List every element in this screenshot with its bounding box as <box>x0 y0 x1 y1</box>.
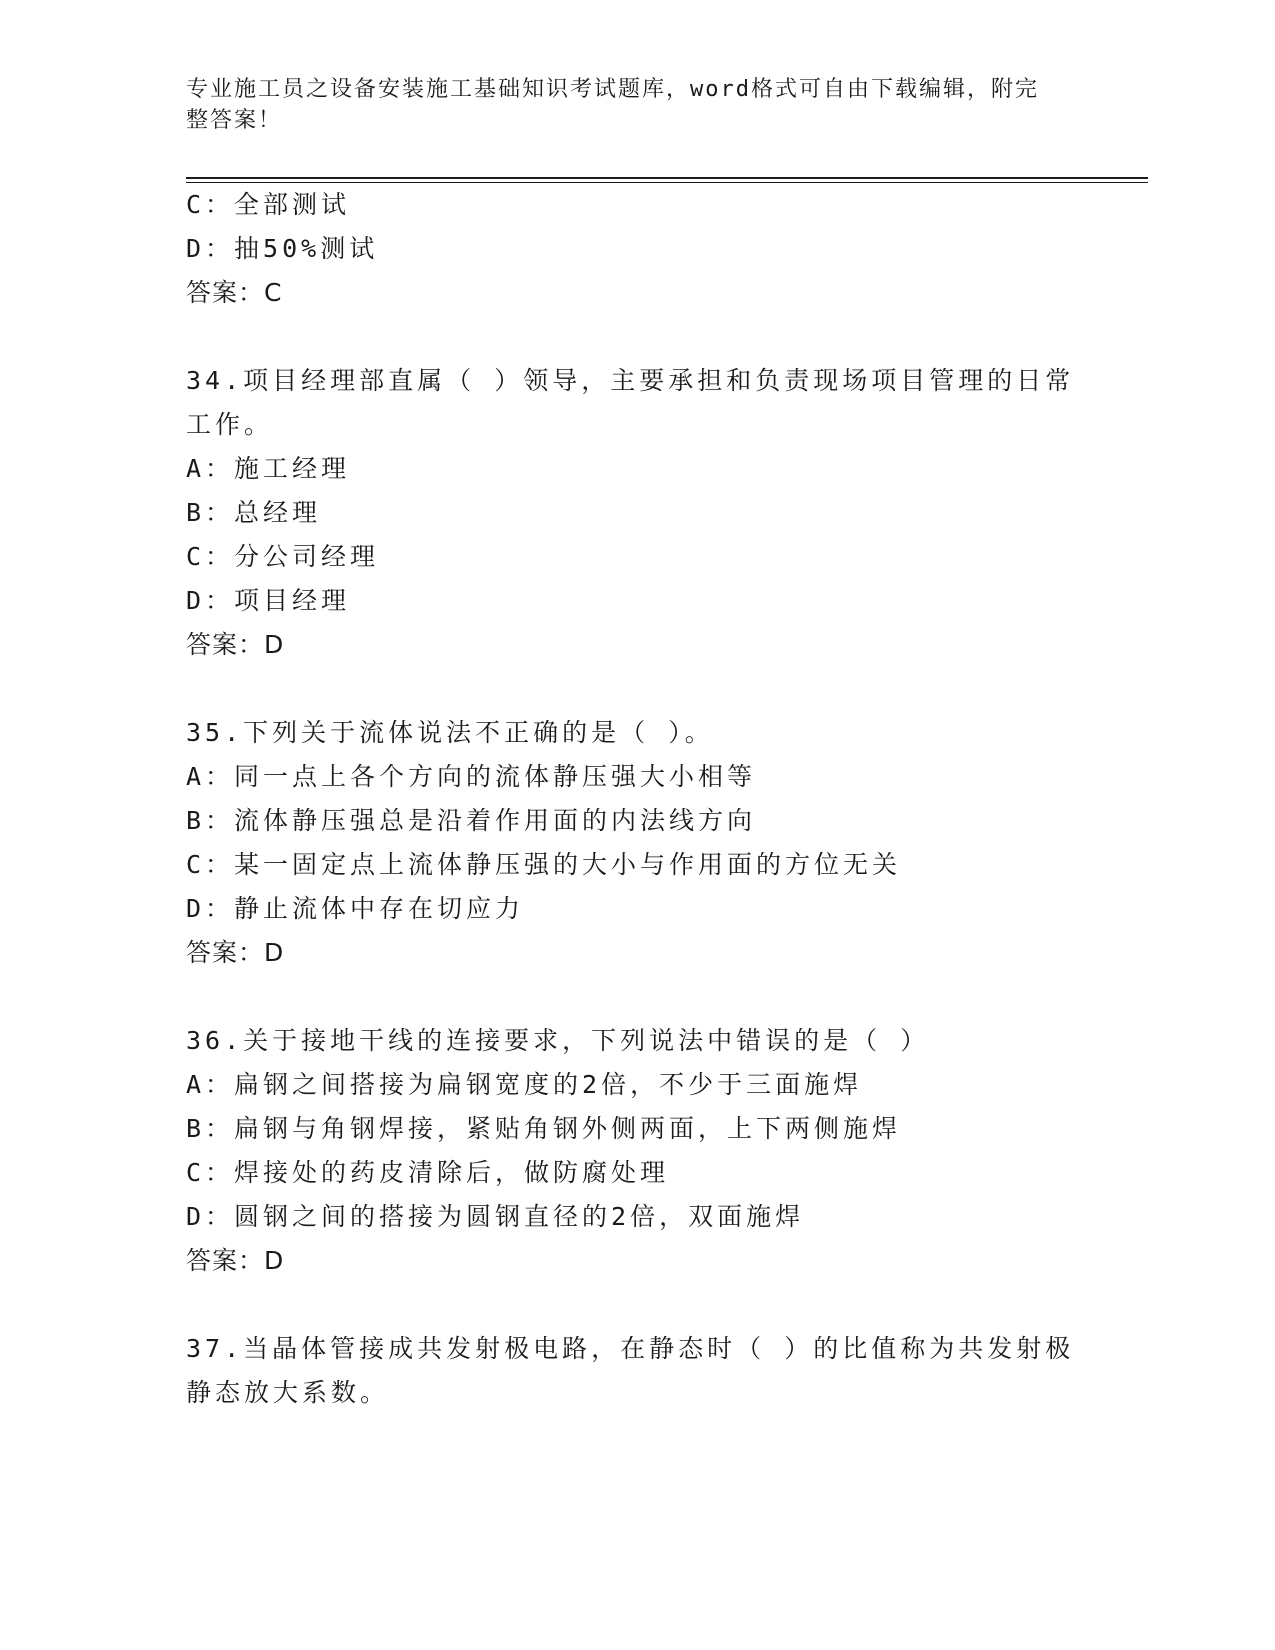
option-d: D：抽50%测试 <box>186 234 379 263</box>
option-c: C：分公司经理 <box>186 542 380 571</box>
header-divider-thin <box>186 182 1148 183</box>
option-d: D：项目经理 <box>186 586 351 615</box>
option-b: B：流体静压强总是沿着作用面的内法线方向 <box>186 806 757 835</box>
question-36-stem: 36.关于接地干线的连接要求，下列说法中错误的是（ ） <box>186 1026 930 1055</box>
option-c: C：全部测试 <box>186 190 351 219</box>
header-divider-thick <box>186 177 1148 179</box>
page-header <box>186 74 1066 136</box>
option-a: A：扁钢之间搭接为扁钢宽度的2倍，不少于三面施焊 <box>186 1070 863 1099</box>
header-line-2: 整答案！ <box>186 108 283 133</box>
question-37-stem: 37.当晶体管接成共发射极电路，在静态时（ ）的比值称为共发射极 <box>186 1334 1075 1363</box>
answer: 答案：C <box>186 278 283 307</box>
option-b: B：总经理 <box>186 498 322 527</box>
option-c: C：某一固定点上流体静压强的大小与作用面的方位无关 <box>186 850 902 879</box>
question-35-stem: 35.下列关于流体说法不正确的是（ ）。 <box>186 718 714 747</box>
question-34-stem-cont: 工作。 <box>186 410 274 439</box>
option-a: A：施工经理 <box>186 454 351 483</box>
option-d: D：静止流体中存在切应力 <box>186 894 525 923</box>
answer: 答案：D <box>186 938 285 967</box>
answer: 答案：D <box>186 630 285 659</box>
answer: 答案：D <box>186 1246 285 1275</box>
option-d: D：圆钢之间的搭接为圆钢直径的2倍，双面施焊 <box>186 1202 805 1231</box>
option-c: C：焊接处的药皮清除后，做防腐处理 <box>186 1158 670 1187</box>
option-a: A：同一点上各个方向的流体静压强大小相等 <box>186 762 757 791</box>
question-34-stem: 34.项目经理部直属（ ）领导，主要承担和负责现场项目管理的日常 <box>186 366 1075 395</box>
question-37-stem-cont: 静态放大系数。 <box>186 1378 390 1407</box>
option-b: B：扁钢与角钢焊接，紧贴角钢外侧两面，上下两侧施焊 <box>186 1114 902 1143</box>
header-line-1: 专业施工员之设备安装施工基础知识考试题库，word格式可自由下载编辑，附完 <box>186 77 1039 102</box>
